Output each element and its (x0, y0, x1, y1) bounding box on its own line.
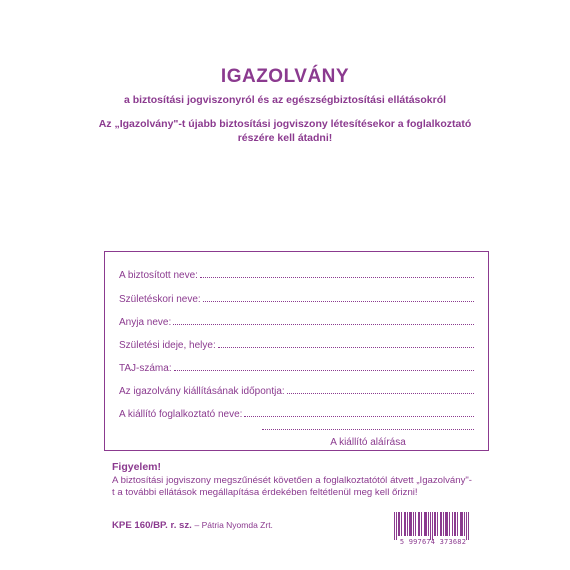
fill-line (218, 346, 474, 348)
page-subtitle: a biztosítási jogviszonyról és az egészségbiztosítási ellátásokról (123, 94, 447, 106)
field-label: Anyja neve: (119, 317, 172, 328)
instruction-line-2: részére kell átadni! (237, 132, 333, 144)
fill-line (200, 276, 474, 278)
signature-line[interactable] (262, 429, 474, 430)
fill-line (203, 300, 474, 302)
field-label: A kiállító foglalkoztató neve: (119, 409, 243, 420)
signature-label: A kiállító aláírása (330, 437, 406, 448)
barcode-number: 5 997674 373682 (399, 538, 467, 546)
field-birth-date-place[interactable] (119, 335, 474, 351)
notice-text: A biztosítási jogviszony megszűnését követően a foglalkoztatótól átvett „Igazolvány"-t a további ellátások megállapítása érdekében feltétlenül meg kell őrizni! (112, 475, 472, 499)
field-birth-name[interactable] (119, 289, 474, 305)
field-label: A biztosított neve: (119, 270, 198, 281)
field-mother-name[interactable] (119, 312, 474, 328)
instruction-text (0, 117, 570, 145)
page-title: IGAZOLVÁNY (220, 66, 350, 87)
field-taj-number[interactable] (119, 358, 474, 374)
fill-line (287, 392, 474, 394)
fill-line (244, 415, 474, 417)
form-box (104, 251, 489, 451)
notice-heading: Figyelem! (112, 461, 162, 473)
field-label: Születési ideje, helye: (119, 340, 216, 351)
fill-line (174, 369, 474, 371)
form-code: KPE 160/BP. r. sz. (112, 520, 192, 531)
instruction-line-1: Az „Igazolvány"-t újabb biztosítási jogviszony létesítésekor a foglalkoztató (98, 118, 472, 130)
barcode (394, 512, 470, 540)
field-label: Születéskori neve: (119, 294, 201, 305)
field-issue-date[interactable] (119, 381, 474, 397)
publisher: – Pátria Nyomda Zrt. (194, 520, 273, 530)
fill-line (173, 323, 474, 325)
field-label: TAJ-száma: (119, 363, 172, 374)
field-label: Az igazolvány kiállításának időpontja: (119, 386, 285, 397)
field-insured-name[interactable] (119, 265, 474, 281)
field-employer-name[interactable] (119, 404, 474, 420)
form-code-line (112, 520, 273, 531)
